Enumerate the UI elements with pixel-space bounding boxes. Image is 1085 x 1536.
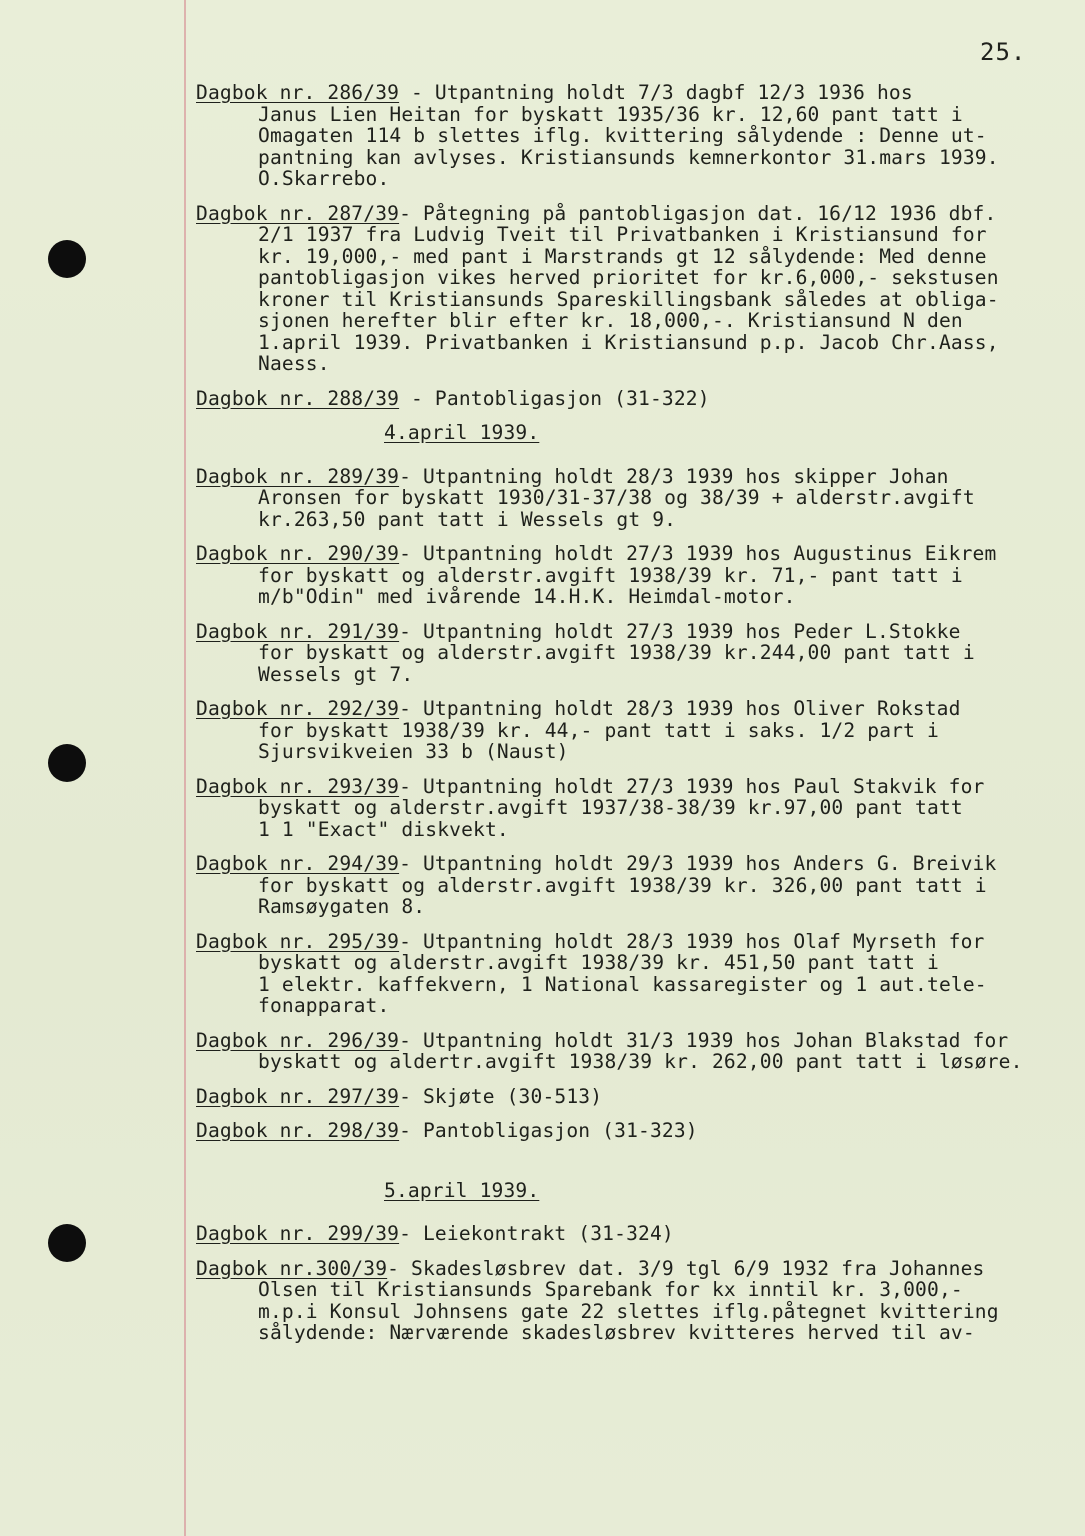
entry-text: - Pantobligasjon (31-323) [399,1119,698,1142]
entry-text: - Utpantning holdt 27/3 1939 hos Paul Stakvik for [399,774,985,798]
date-heading: 5.april 1939. [384,1178,540,1202]
entry-text: - Skjøte (30-513) [399,1084,603,1108]
punch-hole [48,240,86,278]
entry-first-line [196,1086,1071,1108]
entry-text-line: kr. 19,000,- med pant i Marstrands gt 12 sålydende: Med denne [258,244,987,268]
journal-entry [196,1120,1071,1142]
entry-label: Dagbok nr. 288/39 [196,386,400,410]
entry-text-line: 1 1 "Exact" diskvekt. [258,817,509,841]
entry-label: Dagbok nr. 297/39 [196,1084,400,1108]
entry-text-line: pantning kan avlyses. Kristiansunds kemnerkontor 31.mars 1939. [258,145,999,169]
entry-first-line [196,388,1071,410]
entry-label: Dagbok nr. 294/39 [196,852,400,875]
entry-first-line [196,1223,1071,1245]
entry-text-line: Wessels gt 7. [258,662,414,686]
entry-text-line: Sjursvikveien 33 b (Naust) [258,740,569,763]
entry-text-line: for byskatt og alderstr.avgift 1938/39 kr.244,00 pant tatt i [258,641,975,664]
entry-label: Dagbok nr. 295/39 [196,929,400,953]
journal-entry [196,1086,1071,1108]
entry-text-line: byskatt og aldertr.avgift 1938/39 kr. 262,00 pant tatt i løsøre. [258,1050,1023,1073]
entry-label: Dagbok nr.300/39 [196,1256,388,1280]
punch-hole [48,744,86,782]
entry-text-line: m/b"Odin" med ivårende 14.H.K. Heimdal-motor. [258,585,796,608]
journal-entry [196,466,1071,531]
punch-hole [48,1224,86,1262]
entry-label: Dagbok nr. 293/39 [196,774,400,798]
entry-first-line [196,1120,1071,1142]
entry-first-line [196,1030,1071,1052]
journal-entry [196,853,1071,918]
entry-first-line [196,543,1071,565]
entry-label: Dagbok nr. 287/39 [196,201,400,225]
entry-text: - Pantobligasjon (31-322) [399,386,710,410]
entry-text-line: for byskatt og alderstr.avgift 1938/39 kr. 326,00 pant tatt i [258,873,987,897]
entry-text: - Utpantning holdt 29/3 1939 hos Anders G. Breivik [399,852,997,875]
entry-label: Dagbok nr. 289/39 [196,464,400,488]
entry-first-line [196,203,1071,225]
entry-first-line [196,776,1071,798]
entry-label: Dagbok nr. 290/39 [196,542,400,565]
journal-entry [196,621,1071,686]
journal-entry [196,1030,1071,1073]
entry-text: - Utpantning holdt 28/3 1939 hos Olaf Myrseth for [399,929,985,953]
entry-first-line [196,466,1071,488]
journal-entry [196,931,1071,1017]
entry-text-line: sålydende: Nærværende skadesløsbrev kvitteres herved til av- [258,1321,975,1344]
entry-first-line [196,698,1071,720]
entry-text-line: Ramsøygaten 8. [258,895,426,918]
entry-text: - Utpantning holdt 27/3 1939 hos Augustinus Eikrem [399,542,997,565]
entry-text: - Leiekontrakt (31-324) [399,1222,674,1245]
entry-text: - Påtegning på pantobligasjon dat. 16/12 1936 dbf. [399,201,997,225]
margin-rule [184,0,186,1536]
entry-label: Dagbok nr. 298/39 [196,1119,400,1142]
journal-entry [196,388,1071,410]
entry-text-line: Omagaten 114 b slettes iflg. kvittering sålydende : Denne ut- [258,124,987,147]
page-number: 25. [980,38,1027,66]
entry-text-line: byskatt og alderstr.avgift 1937/38-38/39 kr.97,00 pant tatt [258,796,963,819]
entry-text: - Utpantning holdt 28/3 1939 hos Oliver Rokstad [399,697,961,720]
entry-text-line: for byskatt og alderstr.avgift 1938/39 kr. 71,- pant tatt i [258,563,963,587]
journal-entry [196,543,1071,608]
journal-entry [196,1223,1071,1245]
entry-first-line [196,621,1071,643]
journal-entry [196,1258,1071,1344]
entry-text-line: fonapparat. [258,994,390,1017]
journal-entry [196,698,1071,763]
journal-entry [196,776,1071,841]
entry-text-line: byskatt og alderstr.avgift 1938/39 kr. 451,50 pant tatt i [258,951,939,974]
register-entries [196,82,1071,1357]
entry-text: - Utpantning holdt 31/3 1939 hos Johan Blakstad for [399,1028,1009,1052]
entry-text-line: 1.april 1939. Privatbanken i Kristiansund p.p. Jacob Chr.Aass, [258,330,999,354]
entry-text-line: 2/1 1937 fra Ludvig Tveit til Privatbanken i Kristiansund for [258,223,987,246]
entry-text: - Utpantning holdt 27/3 1939 hos Peder L.Stokke [399,619,961,643]
entry-text-line: 1 elektr. kaffekvern, 1 National kassaregister og 1 aut.tele- [258,972,987,996]
entry-label: Dagbok nr. 292/39 [196,697,400,720]
entry-text: - Utpantning holdt 28/3 1939 hos skipper Johan [399,464,949,488]
entry-label: Dagbok nr. 296/39 [196,1028,400,1052]
entry-label: Dagbok nr. 299/39 [196,1222,400,1245]
entry-text-line: kroner til Kristiansunds Spareskillingsbank således at obliga- [258,287,999,311]
entry-label: Dagbok nr. 286/39 [196,81,400,104]
entry-text: - Utpantning holdt 7/3 dagbf 12/3 1936 hos [399,81,913,104]
journal-entry [196,82,1071,190]
entry-first-line [196,1258,1071,1280]
entry-first-line [196,853,1071,875]
journal-entry [196,203,1071,375]
entry-text-line: pantobligasjon vikes herved prioritet for kr.6,000,- sekstusen [258,266,999,289]
entry-text-line: Aronsen for byskatt 1930/31-37/38 og 38/39 + alderstr.avgift [258,486,975,509]
entry-text-line: O.Skarrebo. [258,167,390,190]
date-heading: 4.april 1939. [384,421,540,444]
entry-text-line: for byskatt 1938/39 kr. 44,- pant tatt i saks. 1/2 part i [258,718,939,742]
entry-first-line [196,931,1071,953]
entry-text-line: kr.263,50 pant tatt i Wessels gt 9. [258,507,677,531]
entry-first-line [196,82,1071,104]
entry-text-line: Janus Lien Heitan for byskatt 1935/36 kr. 12,60 pant tatt i [258,102,963,126]
entry-label: Dagbok nr. 291/39 [196,619,400,643]
entry-text-line: Naess. [258,352,330,375]
entry-text-line: sjonen herefter blir efter kr. 18,000,-. Kristiansund N den [258,309,963,332]
entry-text-line: m.p.i Konsul Johnsens gate 22 slettes iflg.påtegnet kvittering [258,1299,999,1323]
entry-text-line: Olsen til Kristiansunds Sparebank for kx inntil kr. 3,000,- [258,1278,963,1301]
entry-text: - Skadesløsbrev dat. 3/9 tgl 6/9 1932 fra Johannes [387,1256,985,1280]
